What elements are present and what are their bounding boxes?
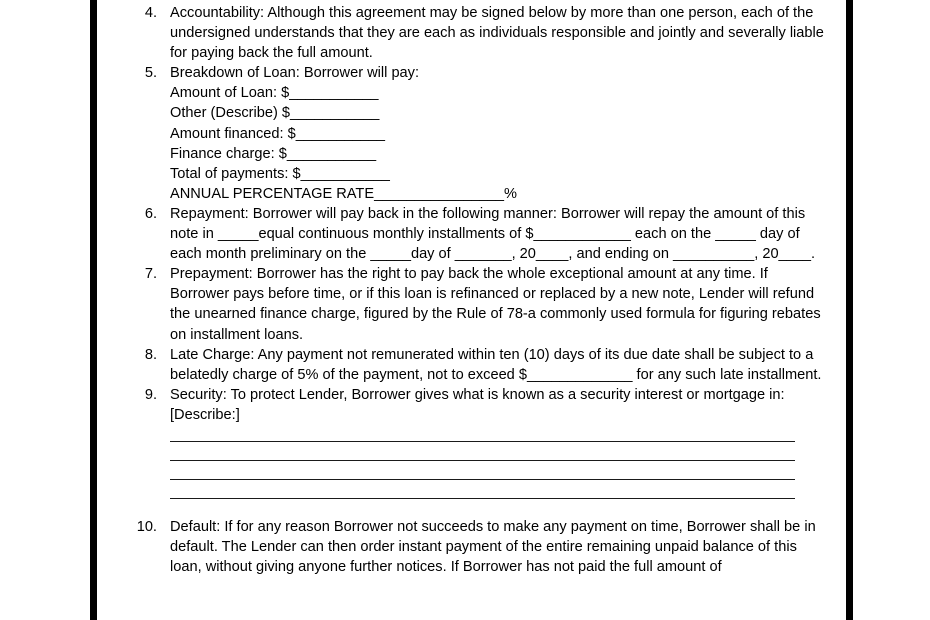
clause-number: 6. [144, 205, 157, 222]
blank-rule-line [170, 479, 795, 480]
blank-rule-line [170, 460, 795, 461]
loan-breakdown-other-describe: Other (Describe) $___________ [170, 105, 380, 122]
clause-number: 4. [144, 5, 157, 21]
loan-breakdown-annual-percentage-rate: ANNUAL PERCENTAGE RATE________________% [170, 185, 517, 202]
clause-item-10 [0, 517, 846, 577]
clause-item-6 [0, 204, 846, 264]
clause-number: 7. [144, 266, 157, 283]
clause-text: Accountability: Although this agreement may be signed below by more than one person, each of the undersigned understands that they are each as individuals responsible and jointly and severally liable for paying back the full amount. [170, 5, 824, 62]
blank-rule-line [170, 441, 795, 442]
clause-number: 5. [144, 65, 157, 82]
loan-breakdown-total-of-payments: Total of payments: $___________ [170, 165, 390, 182]
clause-text: Default: If for any reason Borrower not succeeds to make any payment on time, Borrower shall be in default. The Lender can then order instant payment of the entire remaining unpaid balance of this loan, without giving anyone further notices. If Borrower has not paid the full amount of [170, 518, 816, 576]
clause-number: 9. [144, 386, 157, 403]
clause-list [0, 3, 846, 577]
clause-text: Prepayment: Borrower has the right to pay back the whole exceptional amount at any time. If Borrower pays before time, or if this loan is refinanced or replaced by a new note, Lender will refund the unearned finance charge, figured by the Rule of 78-a commonly used formula for figuring rebates on installment loans. [170, 266, 821, 343]
page-right-edge-bar [846, 0, 853, 620]
clause-text: Breakdown of Loan: Borrower will pay: [170, 65, 420, 82]
clause-number: 10. [136, 518, 157, 535]
clause-text: Late Charge: Any payment not remunerated within ten (10) days of its due date shall be subject to a belatedly charge of 5% of the payment, not to exceed $_____________ for any such late installment. [170, 346, 822, 383]
clause-text: Repayment: Borrower will pay back in the following manner: Borrower will repay the amount of this note in _____equal continuous monthly installments of $____________ each on the _____ day of each month preliminary on the _____day of _______, 20____, and ending on __________, 20____. [170, 205, 816, 263]
security-description-blank-lines [0, 441, 846, 499]
clause-item-5 [0, 63, 846, 204]
clause-item-8 [0, 345, 846, 385]
loan-breakdown-finance-charge: Finance charge: $___________ [170, 145, 377, 162]
loan-breakdown-amount-of-loan: Amount of Loan: $___________ [170, 85, 379, 102]
blank-rule-line [170, 498, 795, 499]
clause-text: Security: To protect Lender, Borrower gives what is known as a security interest or mortgage in: [Describe:] [170, 386, 785, 423]
clause-item-9 [0, 385, 846, 425]
loan-breakdown-amount-financed: Amount financed: $___________ [170, 125, 386, 142]
clause-number: 8. [144, 346, 157, 363]
clause-item-4 [0, 3, 846, 63]
clause-item-7 [0, 264, 846, 344]
